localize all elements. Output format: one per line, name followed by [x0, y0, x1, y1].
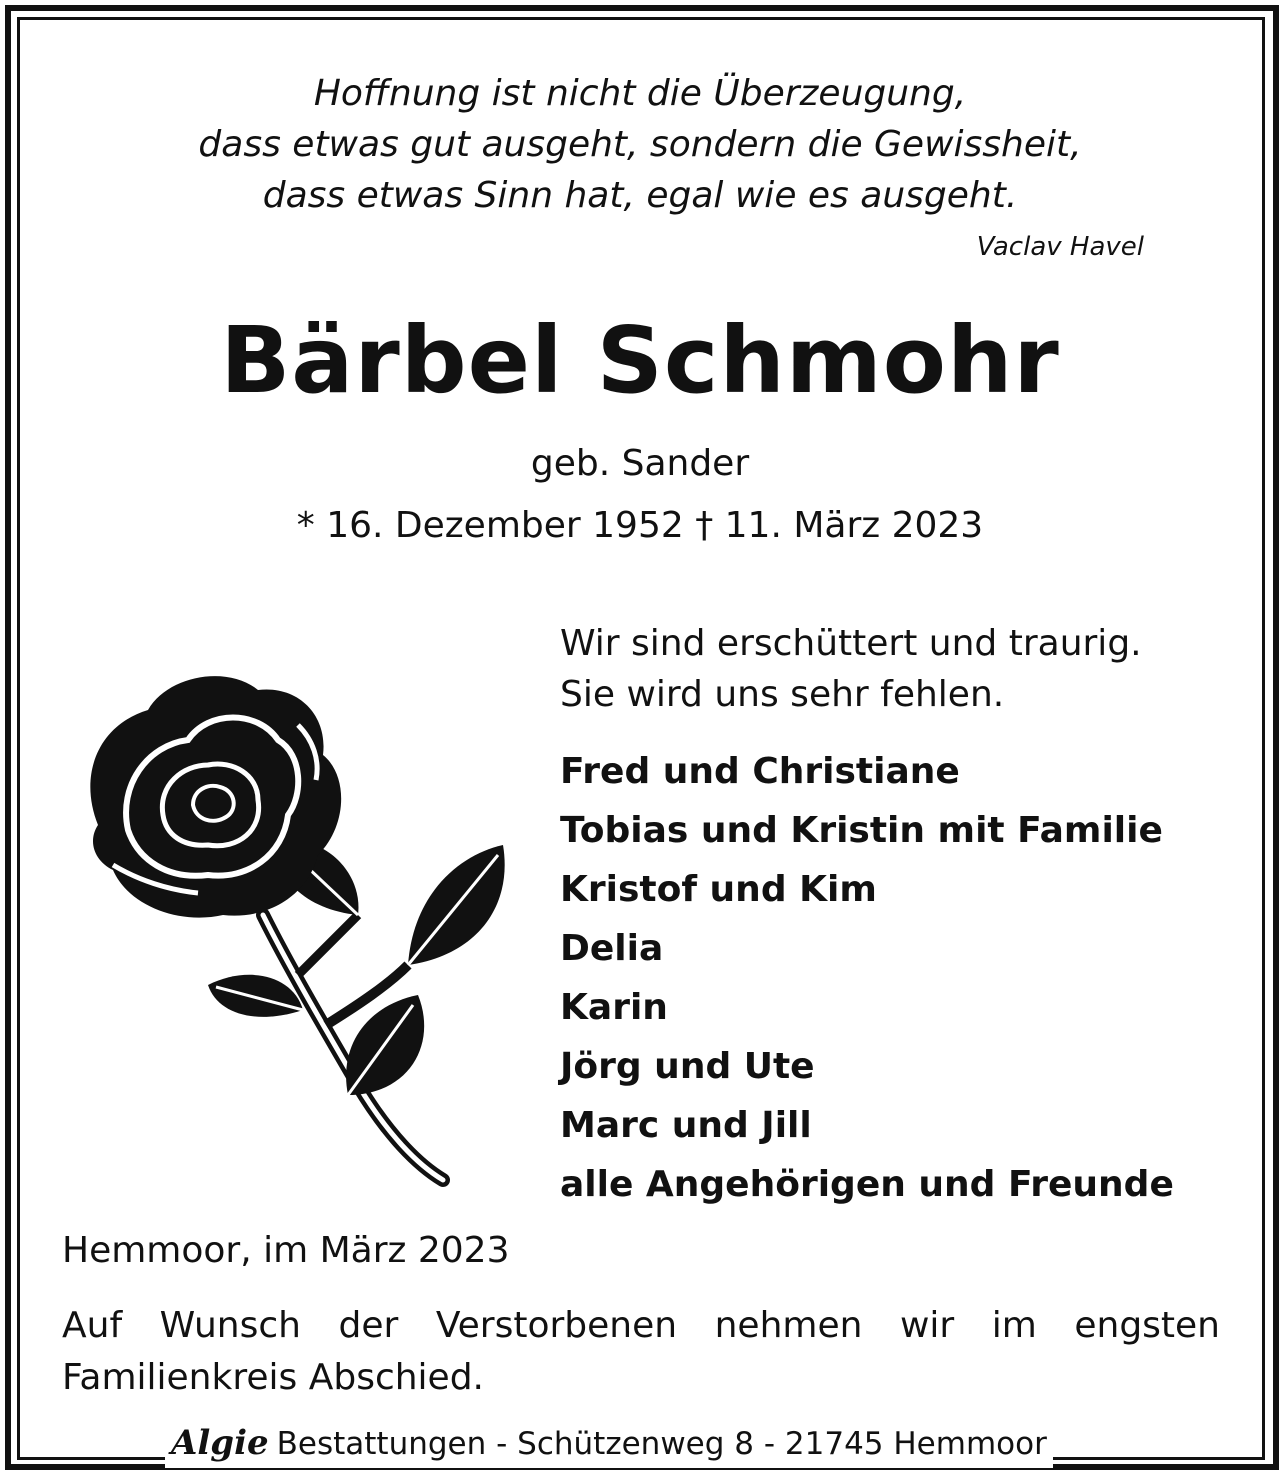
mourner-item: Fred und Christiane: [560, 751, 960, 792]
quote-line: dass etwas gut ausgeht, sondern die Gewissheit,: [198, 124, 1082, 165]
funeral-home-logo: Algie: [171, 1423, 269, 1463]
condolence-line: Wir sind erschüttert und traurig.: [560, 623, 1142, 664]
farewell-notice: Auf Wunsch der Verstorbenen nehmen wir im engsten Familienkreis Abschied.: [62, 1305, 1220, 1398]
rose-icon: [58, 665, 518, 1195]
life-dates: * 16. Dezember 1952 † 11. März 2023: [296, 505, 984, 546]
mourner-item: Delia: [560, 928, 664, 969]
mourner-item: Kristof und Kim: [560, 869, 877, 910]
condolence-line: Sie wird uns sehr fehlen.: [560, 674, 1005, 715]
place-date: Hemmoor, im März 2023: [62, 1230, 510, 1271]
mourner-item: Jörg und Ute: [560, 1046, 815, 1087]
quote-line: Hoffnung ist nicht die Überzeugung,: [313, 73, 967, 114]
mourner-item: Tobias und Kristin mit Familie: [560, 810, 1163, 851]
maiden-name: geb. Sander: [530, 443, 750, 484]
mourner-item: Marc und Jill: [560, 1105, 812, 1146]
mourners-list: [560, 742, 1174, 1214]
funeral-home-address: Bestattungen - Schützenweg 8 - 21745 Hemmoor: [276, 1426, 1047, 1462]
mourner-item: alle Angehörigen und Freunde: [560, 1164, 1174, 1205]
condolence-text: [560, 618, 1142, 720]
funeral-home-footer: [165, 1418, 1053, 1468]
deceased-name: Bärbel Schmohr: [220, 307, 1060, 414]
quote-author: Vaclav Havel: [976, 232, 1144, 262]
mourner-item: Karin: [560, 987, 668, 1028]
quote: [0, 68, 1280, 221]
quote-line: dass etwas Sinn hat, egal wie es ausgeht.: [262, 175, 1018, 216]
